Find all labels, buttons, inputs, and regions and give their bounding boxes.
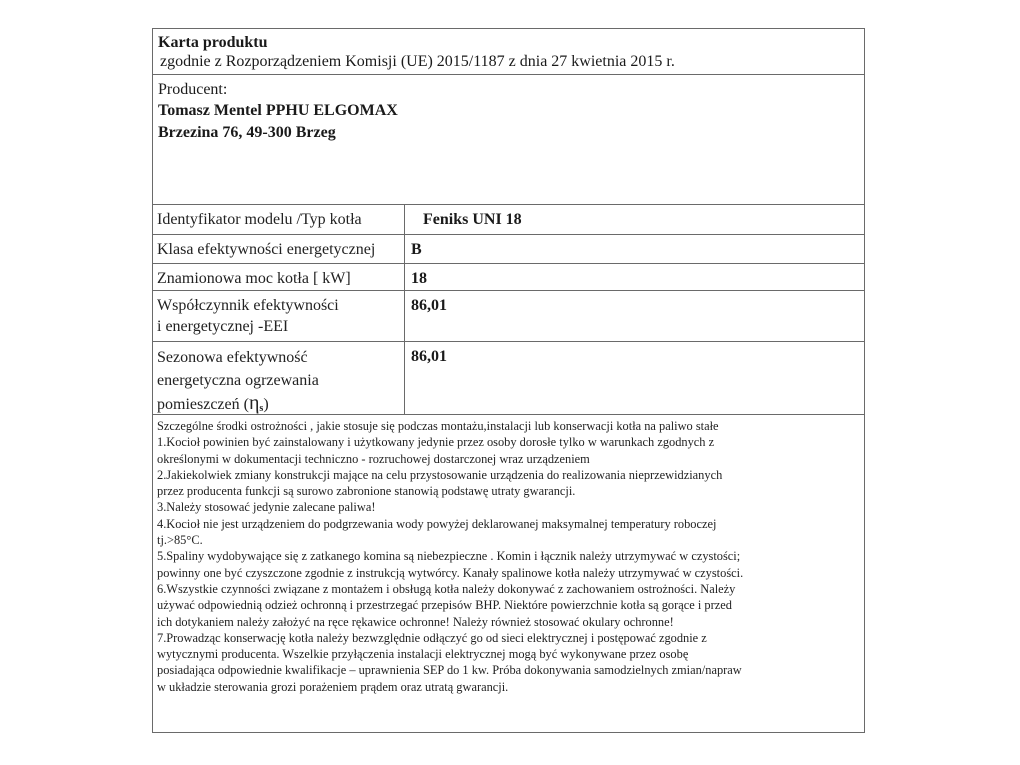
spec-row-seasonal-efficiency — [153, 342, 864, 415]
spec-label-seasonal-line2: energetyczna ogrzewania — [157, 372, 319, 389]
spec-value-efficiency-class: B — [411, 241, 422, 258]
notes-line: wytycznymi producenta. Wszelkie przyłączenia instalacji elektrycznej mogą być wykonywane przez osobę — [157, 647, 689, 662]
spec-label-eei-line1: Współczynnik efektywności — [157, 297, 339, 314]
notes-line: przez producenta funkcji są surowo zabronione stanowią podstawę utraty gwarancji. — [157, 484, 576, 499]
notes-line: 7.Prowadząc konserwację kotła należy bezwzględnie odłączyć go od sieci elektrycznej i postępować zgodnie z — [157, 630, 707, 645]
spec-row-model — [153, 205, 864, 235]
product-card — [152, 28, 865, 733]
spec-row-efficiency-class — [153, 235, 864, 264]
producer-address: Brzezina 76, 49-300 Brzeg — [158, 124, 336, 141]
document-title: Karta produktu — [158, 34, 268, 51]
notes-line: 4.Kocioł nie jest urządzeniem do podgrzewania wody powyżej deklarowanej maksymalnej temperatury roboczej — [157, 516, 717, 531]
notes-line: 6.Wszystkie czynności związane z montażem i obsługą kotła należy dokonywać z zachowaniem ostrożności. Należy — [157, 581, 736, 596]
spec-row-rated-power — [153, 264, 864, 291]
producer-label: Producent: — [158, 81, 228, 98]
spec-value-eei: 86,01 — [411, 297, 447, 314]
notes-line: 1.Kocioł powinien być zainstalowany i użytkowany jedynie przez osoby dorosłe tylko w warunkach zgodnych z — [157, 435, 715, 450]
spec-row-eei — [153, 291, 864, 342]
notes-line: Szczególne środki ostrożności , jakie stosuje się podczas montażu,instalacji lub konserwacji kotła na paliwo stałe — [157, 419, 719, 433]
producer-name: Tomasz Mentel PPHU ELGOMAX — [158, 102, 398, 119]
spec-label-seasonal — [157, 346, 319, 420]
spec-value-seasonal: 86,01 — [411, 348, 447, 365]
notes-line: ich dotykaniem należy założyć na ręce rękawice ochronne! Należy również stosować okulary ochronne! — [157, 614, 674, 629]
spec-label-efficiency-class: Klasa efektywności energetycznej — [157, 241, 376, 258]
spec-label-seasonal-line3 — [157, 392, 319, 420]
spec-label-eei — [157, 295, 339, 337]
notes-line: 2.Jakiekolwiek zmiany konstrukcji mające na celu przystosowanie urządzenia do realizowania nieprzewidzianych — [157, 467, 723, 482]
safety-notes — [157, 418, 862, 695]
spec-label-eei-line2: i energetycznej -EEI — [157, 318, 289, 335]
spec-label-seasonal-line1: Sezonowa efektywność — [157, 349, 308, 366]
notes-line: określonymi w dokumentacji techniczno - rozruchowej dostarczonej wraz urządzeniem — [157, 451, 590, 466]
eta-symbol: η — [248, 392, 260, 414]
notes-line: tj.>85°C. — [157, 533, 203, 548]
notes-line: w układzie sterowania grozi porażeniem prądem oraz utratą gwarancji. — [157, 679, 509, 694]
spec-label-model: Identyfikator modelu /Typ kotła — [157, 211, 362, 228]
notes-line: posiadająca odpowiednie kwalifikacje – uprawnienia SEP do 1 kw. Próba dokonywania samodzielnych zmian/napraw — [157, 663, 742, 678]
spec-label-seasonal-text: pomieszczeń ( — [157, 396, 249, 413]
eta-subscript: s — [259, 403, 264, 414]
spec-value-model: Feniks UNI 18 — [423, 211, 522, 228]
spec-label-rated-power: Znamionowa moc kotła [ kW] — [157, 270, 351, 287]
spec-label-seasonal-close: ) — [263, 396, 269, 413]
notes-line: 5.Spaliny wydobywające się z zatkanego komina są niebezpieczne . Komin i łącznik należy utrzymywać w czystości; — [157, 549, 741, 564]
notes-line: używać odpowiednią odzież ochronną i przestrzegać przepisów BHP. Niektóre powierzchnie kotła są gorące i przed — [157, 598, 732, 613]
notes-line: powinny one być czyszczone zgodnie z instrukcją wytwórcy. Kanały spalinowe kotła należy utrzymywać w czystości. — [157, 565, 744, 580]
document-subtitle: zgodnie z Rozporządzeniem Komisji (UE) 2015/1187 z dnia 27 kwietnia 2015 r. — [160, 53, 675, 70]
spec-value-rated-power: 18 — [411, 270, 427, 287]
notes-line: 3.Należy stosować jedynie zalecane paliwa! — [157, 500, 376, 515]
